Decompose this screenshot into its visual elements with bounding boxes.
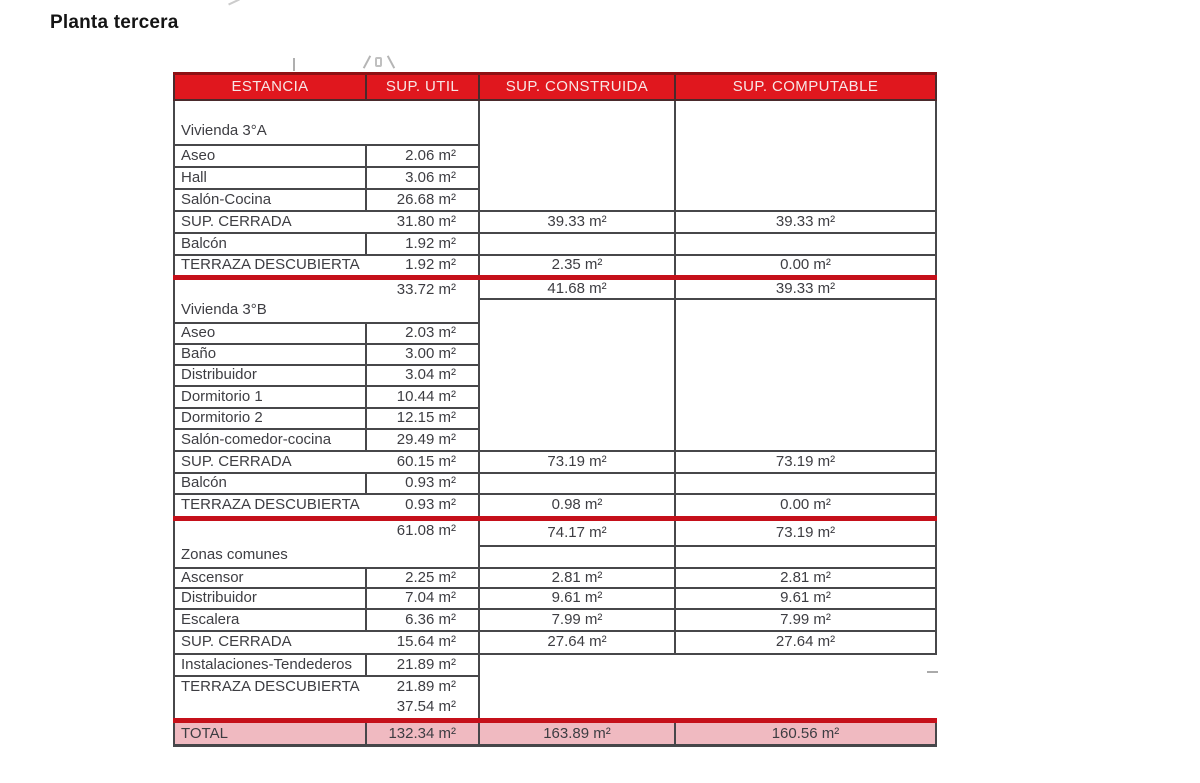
empty-cell — [675, 546, 936, 568]
subtotal-util-value: 33.72 m² — [396, 281, 456, 298]
header-sup-computable: SUP. COMPUTABLE — [675, 74, 936, 100]
sup-construida-value: 2.35 m² — [479, 255, 675, 278]
room-label: Distribuidor — [174, 588, 366, 609]
sup-util-value: 26.68 m² — [366, 189, 479, 211]
room-label: TERRAZA DESCUBIERTA — [181, 256, 360, 274]
page-title: Planta tercera — [50, 12, 179, 33]
table-row — [174, 609, 936, 631]
sup-util-value: 1.92 m² — [405, 256, 456, 274]
sup-construida-value: 73.19 m² — [479, 451, 675, 473]
table-row — [174, 233, 936, 255]
total-computable-value: 160.56 m² — [675, 721, 936, 746]
sup-construida-value: 7.99 m² — [479, 609, 675, 631]
total-util-value: 132.34 m² — [366, 721, 479, 746]
sup-util-value: 3.06 m² — [366, 167, 479, 189]
room-label: Dormitorio 2 — [174, 408, 366, 429]
section-name-vivienda-3b: Vivienda 3°B — [181, 301, 267, 319]
sup-computable-value: 39.33 m² — [675, 211, 936, 233]
sup-util-value: 60.15 m² — [396, 452, 456, 470]
section-name-vivienda-3a: Vivienda 3°A — [181, 121, 267, 139]
terraza-cell — [174, 255, 479, 278]
empty-cell — [479, 233, 675, 255]
subtotal-computable-value: 39.33 m² — [675, 278, 936, 299]
table-row — [174, 568, 936, 588]
sup-util-value: 3.04 m² — [366, 365, 479, 386]
terraza-subtotal-cell — [174, 676, 479, 721]
room-label: Dormitorio 1 — [174, 386, 366, 408]
header-estancia: ESTANCIA — [174, 74, 366, 100]
sup-util-value: 21.89 m² — [396, 677, 456, 695]
room-label: Baño — [174, 344, 366, 365]
sup-util-value: 2.25 m² — [366, 568, 479, 588]
sup-util-value: 21.89 m² — [366, 654, 479, 676]
borderless-region — [479, 654, 675, 721]
sup-util-value: 12.15 m² — [366, 408, 479, 429]
borderless-region — [675, 654, 936, 721]
scan-artifact — [228, 0, 240, 5]
sup-construida-value: 2.81 m² — [479, 568, 675, 588]
room-label: Distribuidor — [174, 365, 366, 386]
table-row — [174, 588, 936, 609]
sup-computable-value: 0.00 m² — [675, 255, 936, 278]
sup-util-value: 29.49 m² — [366, 429, 479, 451]
table-row-sup-cerrada — [174, 451, 936, 473]
scan-artifact — [363, 55, 371, 68]
room-label: SUP. CERRADA — [181, 212, 292, 230]
sup-computable-value: 27.64 m² — [675, 631, 936, 654]
empty-cell — [675, 233, 936, 255]
subtotal-util-value: 37.54 m² — [396, 698, 456, 715]
sup-util-value: 2.03 m² — [366, 323, 479, 344]
room-label: Salón-comedor-cocina — [174, 429, 366, 451]
subtotal-spacer — [175, 101, 478, 103]
room-label: Balcón — [174, 473, 366, 494]
sup-cerrada-cell — [174, 451, 479, 473]
sup-construida-value: 27.64 m² — [479, 631, 675, 654]
empty-cell — [479, 473, 675, 494]
areas-table — [173, 72, 937, 747]
empty-cell — [675, 473, 936, 494]
empty-cell — [675, 299, 936, 451]
scan-artifact — [293, 58, 295, 71]
room-label: TERRAZA DESCUBIERTA — [181, 496, 360, 514]
sup-computable-value: 73.19 m² — [675, 451, 936, 473]
subtotal-util-value: 61.08 m² — [396, 522, 456, 539]
sup-util-value: 10.44 m² — [366, 386, 479, 408]
empty-cell — [479, 100, 675, 211]
table-row — [174, 654, 936, 676]
room-label: SUP. CERRADA — [181, 452, 292, 470]
subtotal-row-vivienda-3b — [174, 519, 936, 546]
section-header-cell — [174, 100, 479, 145]
terraza-cell — [174, 494, 479, 519]
total-construida-value: 163.89 m² — [479, 721, 675, 746]
table-row-sup-cerrada — [174, 631, 936, 654]
subtotal-computable-value: 73.19 m² — [675, 519, 936, 546]
scan-artifact — [375, 57, 382, 67]
subtotal-row-vivienda-3a — [174, 278, 936, 299]
subtotal-construida-value: 74.17 m² — [479, 519, 675, 546]
sup-util-value: 0.93 m² — [366, 473, 479, 494]
total-label: TOTAL — [174, 721, 366, 746]
total-row — [174, 721, 936, 746]
room-label: Salón-Cocina — [174, 189, 366, 211]
section-row-vivienda-3a — [174, 100, 936, 145]
sup-computable-value: 7.99 m² — [675, 609, 936, 631]
section-name-zonas-comunes: Zonas comunes — [181, 546, 288, 564]
sup-computable-value: 0.00 m² — [675, 494, 936, 519]
empty-cell — [675, 100, 936, 211]
sup-util-value: 15.64 m² — [396, 633, 456, 651]
section-header-cell — [174, 278, 479, 323]
table-row-terraza — [174, 255, 936, 278]
sup-construida-value: 39.33 m² — [479, 211, 675, 233]
section-header-cell — [174, 519, 479, 568]
table-row — [174, 473, 936, 494]
room-label: Ascensor — [174, 568, 366, 588]
scan-artifact — [387, 55, 395, 68]
sup-util-value: 7.04 m² — [366, 588, 479, 609]
sup-computable-value: 9.61 m² — [675, 588, 936, 609]
sup-construida-value: 0.98 m² — [479, 494, 675, 519]
room-label: Escalera — [174, 609, 366, 631]
room-label: TERRAZA DESCUBIERTA — [181, 677, 360, 695]
sup-util-value: 6.36 m² — [366, 609, 479, 631]
room-label: Aseo — [174, 145, 366, 167]
sup-util-value: 0.93 m² — [405, 496, 456, 514]
header-sup-util: SUP. UTIL — [366, 74, 479, 100]
sup-util-value: 2.06 m² — [366, 145, 479, 167]
room-label: Hall — [174, 167, 366, 189]
sup-util-value: 31.80 m² — [396, 212, 456, 230]
sup-construida-value: 9.61 m² — [479, 588, 675, 609]
sup-cerrada-cell — [174, 631, 479, 654]
table-row-sup-cerrada — [174, 211, 936, 233]
room-label: Balcón — [174, 233, 366, 255]
sup-util-value: 1.92 m² — [366, 233, 479, 255]
subtotal-construida-value: 41.68 m² — [479, 278, 675, 299]
room-label: Instalaciones-Tendederos — [174, 654, 366, 676]
table-header-row — [174, 74, 936, 100]
room-label: Aseo — [174, 323, 366, 344]
empty-cell — [479, 546, 675, 568]
sup-util-value: 3.00 m² — [366, 344, 479, 365]
header-sup-construida: SUP. CONSTRUIDA — [479, 74, 675, 100]
sup-computable-value: 2.81 m² — [675, 568, 936, 588]
sup-cerrada-cell — [174, 211, 479, 233]
table-row-terraza — [174, 494, 936, 519]
empty-cell — [479, 299, 675, 451]
room-label: SUP. CERRADA — [181, 633, 292, 651]
